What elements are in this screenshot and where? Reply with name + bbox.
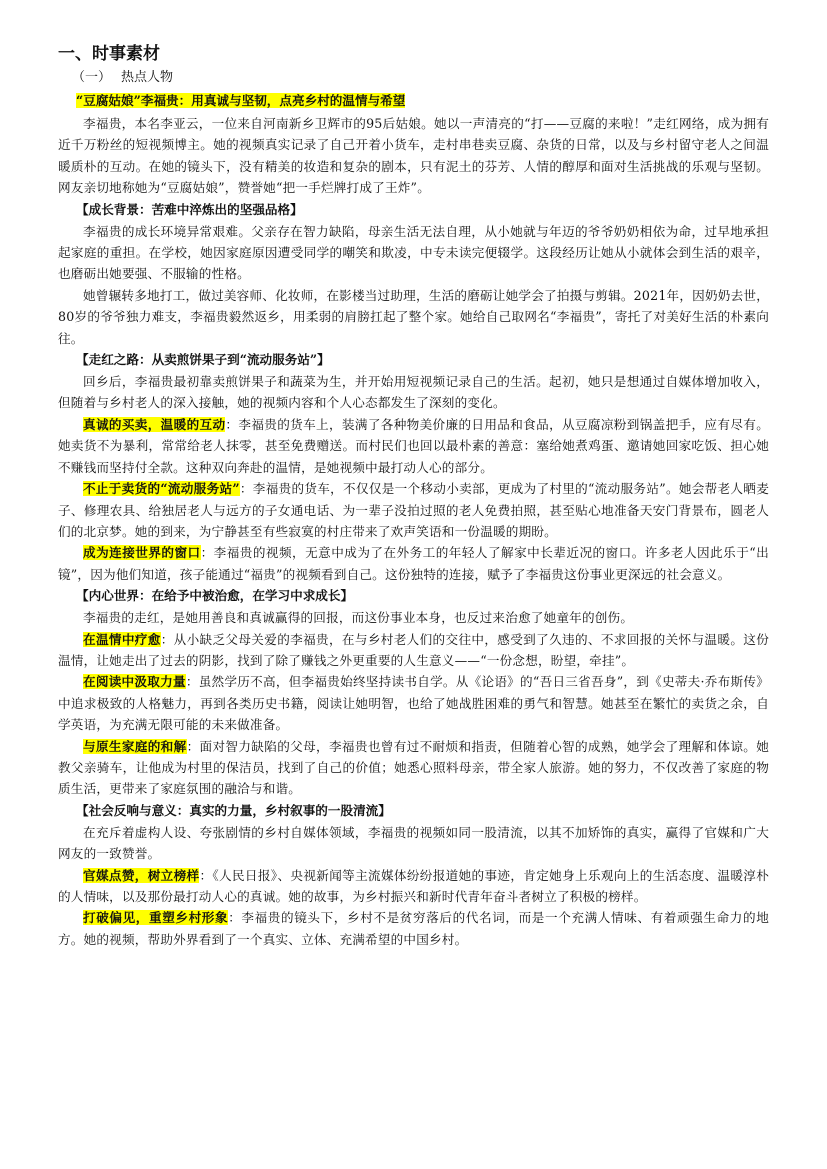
- inner-item-3: [58, 736, 769, 800]
- inner-item-3-text: ：面对智力缺陷的父母，李福贵也曾有过不耐烦和指责，但随着心智的成熟，她学会了理解和体谅。她教父亲骑车，让他成为村里的保洁员，找到了自己的价值；她悉心照料母亲，带全家人旅游。她的努力，不仅改善了家庭的物质生活，更带来了家庭氛围的融洽与和谐。: [58, 738, 769, 797]
- inner-item-2-lead: 在阅读中汲取力量: [83, 674, 186, 690]
- impact-item-2: [58, 907, 769, 950]
- rise-item-1: [58, 414, 769, 478]
- sub-heading: [72, 68, 769, 88]
- rise-item-2-text: ：李福贵的货车，不仅仅是一个移动小卖部，更成为了村里的“流动服务站”。她会帮老人晒麦子、修理农具、给独居老人与远方的子女通电话、为一辈子没拍过照的老人免费拍照，甚至贴心地准备天安门背景布，圆老人们的北京梦。她的到来，为宁静甚至有些寂寞的村庄带来了欢声笑语和一份温暖的期盼。: [58, 481, 769, 539]
- impact-item-1: [58, 865, 769, 908]
- inner-item-2-text: ：虽然学历不高，但李福贵始终坚持读书自学。从《论语》的“吾日三省吾身”，到《史蒂夫·乔布斯传》中追求极致的人格魅力，再到各类历史书籍，阅读让她明智，也给了她战胜困难的勇气和智慧。她甚至在繁忙的卖货之余，自学英语，为充满无限可能的未来做准备。: [58, 674, 770, 733]
- impact-paragraph: 在充斥着虚构人设、夸张剧情的乡村自媒体领域，李福贵的视频如同一股清流，以其不加矫饰的真实，赢得了官媒和广大网友的一致赞誉。: [58, 824, 769, 862]
- rise-item-1-text: ：李福贵的货车上，装满了各种物美价廉的日用品和食品，从豆腐凉粉到锅盖把手，应有尽有。她卖货不为暴利，常常给老人抹零，甚至免费赠送。而村民们也回以最朴素的善意：塞给她煮鸡蛋、邀请她回家吃饭、担心她不赚钱而坚持付全款。这种双向奔赴的温情，是她视频中最打动人心的部分。: [58, 416, 770, 475]
- inner-item-1-text: ：从小缺乏父母关爱的李福贵，在与乡村老人们的交往中，感受到了久违的、不求回报的关怀与温暖。这份温情，让她走出了过去的阴影，找到了除了赚钱之外更重要的人生意义——“一份念想，盼望，牵挂”。: [58, 631, 770, 668]
- article-title-line: [76, 90, 769, 112]
- section-inner-title: 【内心世界：在给予中被治愈，在学习中求成长】: [76, 588, 354, 604]
- rise-item-2-lead: 不止于卖货的“流动服务站”: [83, 481, 240, 497]
- inner-item-3-lead: 与原生家庭的和解: [83, 738, 187, 754]
- rise-paragraph: 回乡后，李福贵最初靠卖煎饼果子和蔬菜为生，并开始用短视频记录自己的生活。起初，她只是想通过自媒体增加收入，但随着与乡村老人的深入接触，她的视频内容和个人心态都发生了深刻的变化。: [58, 374, 769, 411]
- impact-item-1-text: ：《人民日报》、央视新闻等主流媒体纷纷报道她的事迹，肯定她身上乐观向上的生活态度、温暖淳朴的人情味，以及那份最打动人心的真诚。她的故事，为乡村振兴和新时代青年奋斗者树立了积极的榜样。: [58, 867, 769, 904]
- rise-item-3-text: ：李福贵的视频，无意中成为了在外务工的年轻人了解家中长辈近况的窗口。许多老人因此乐于“出镜”，因为他们知道，孩子能通过“福贵”的视频看到自己。这份独特的连接，赋予了李福贵这份事业更深远的社会意义。: [58, 545, 769, 582]
- section-rise-title: 【走红之路：从卖煎饼果子到“流动服务站”】: [76, 352, 330, 368]
- rise-item-1-lead: 真诚的买卖，温暖的互动: [83, 416, 226, 432]
- inner-paragraph: 李福贵的走红，是她用善良和真诚赢得的回报，而这份事业本身，也反过来治愈了她童年的创伤。: [83, 610, 634, 626]
- sub-heading-number: （一）: [72, 70, 112, 85]
- rise-item-2: [58, 478, 769, 542]
- growth-paragraph-2: 她曾辗转多地打工，做过美容师、化妆师，在影楼当过助理，生活的磨砺让她学会了拍摄与剪辑。2021年，因奶奶去世，80岁的爷爷独力难支，李福贵毅然返乡，用柔弱的肩膀扛起了整个家。她给自己取网名“李福贵”，寄托了对美好生活的朴素向往。: [58, 287, 769, 346]
- growth-paragraph-1: 李福贵的成长环境异常艰难。父亲存在智力缺陷，母亲生活无法自理，从小她就与年迈的爷爷奶奶相依为命，过早地承担起家庭的重担。在学校，她因家庭原因遭受同学的嘲笑和欺凌，中专未读完便辍学。这段经历让她从小就体会到生活的艰辛，也磨砺出她要强、不服输的性格。: [58, 223, 769, 282]
- inner-item-1-lead: 在温情中疗愈: [83, 631, 161, 647]
- inner-item-2: [58, 671, 769, 735]
- section-growth-title: 【成长背景：苦难中淬炼出的坚强品格】: [76, 201, 303, 217]
- intro-paragraph: 李福贵，本名李亚云，一位来自河南新乡卫辉市的95后姑娘。她以一声清亮的“打——豆腐的来啦！”走红网络，成为拥有近千万粉丝的短视频博主。她的视频真实记录了自己开着小货车，走村串巷卖豆腐、杂货的日常，以及与乡村留守老人之间温暖质朴的互动。在她的镜头下，没有精美的妆造和复杂的剧本，只有泥土的芬芳、人情的醇厚和面对生活挑战的乐观与坚韧。网友亲切地称她为“豆腐姑娘”，赞誉她“把一手烂牌打成了王炸”。: [58, 116, 769, 196]
- impact-item-1-lead: 官媒点赞，树立榜样: [83, 867, 200, 883]
- rise-item-3: [58, 542, 769, 585]
- impact-item-2-lead: 打破偏见，重塑乡村形象: [83, 910, 229, 926]
- section-impact-title: 【社会反响与意义：真实的力量，乡村叙事的一股清流】: [76, 802, 391, 818]
- inner-item-1: [58, 629, 769, 672]
- rise-item-3-lead: 成为连接世界的窗口: [83, 545, 201, 561]
- article-title: “豆腐姑娘”李福贵：用真诚与坚韧，点亮乡村的温情与希望: [76, 93, 406, 108]
- section-heading: 一、时事素材: [58, 44, 160, 64]
- impact-item-2-text: ：李福贵的镜头下，乡村不是贫穷落后的代名词，而是一个充满人情味、有着顽强生命力的地方。她的视频，帮助外界看到了一个真实、立体、充满希望的中国乡村。: [58, 910, 769, 947]
- sub-heading-text: 热点人物: [121, 70, 174, 85]
